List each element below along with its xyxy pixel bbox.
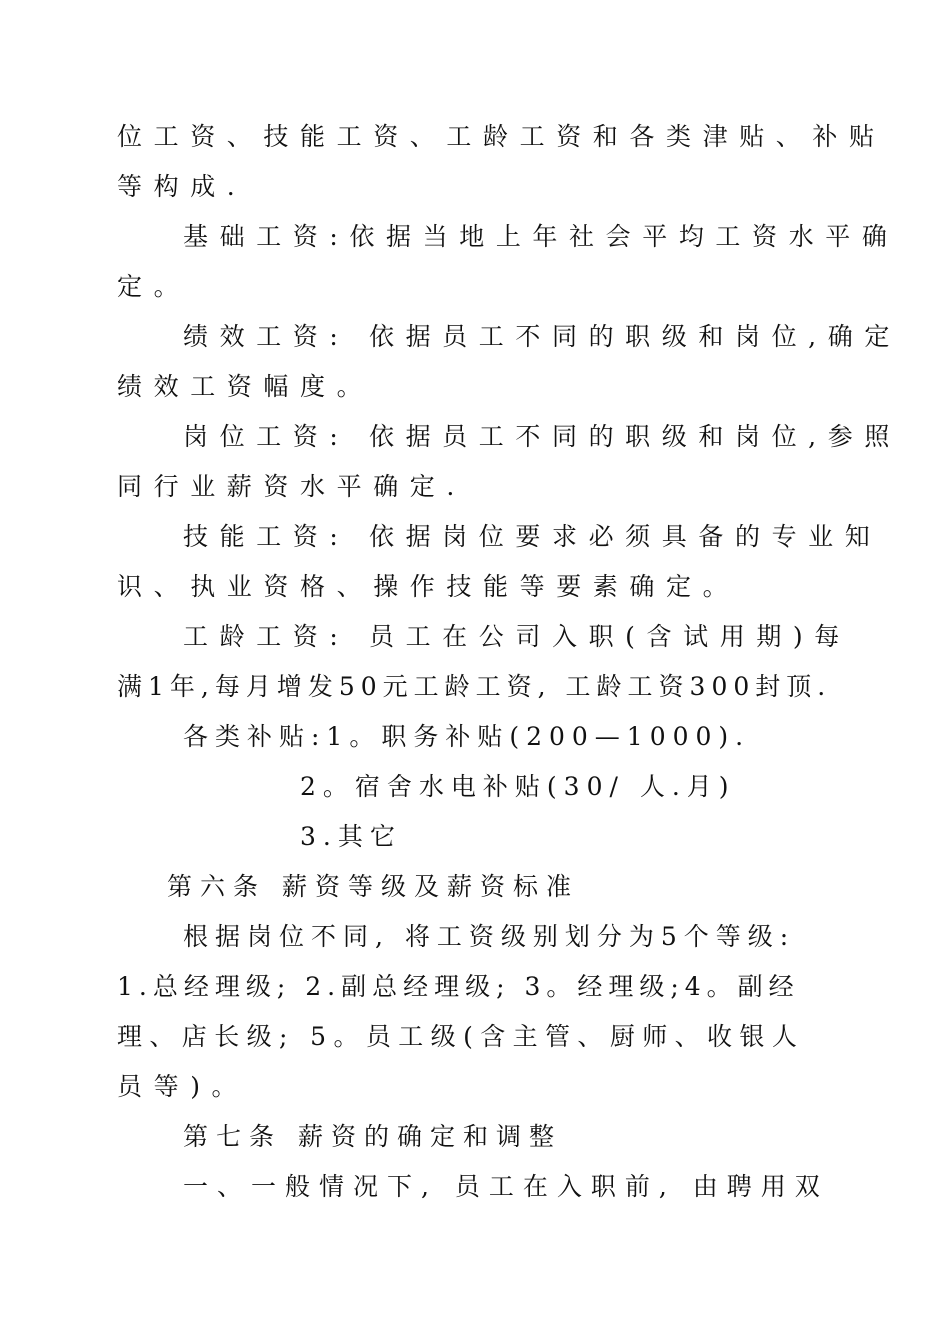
paragraph-line: 技能工资: 依据岗位要求必须具备的专业知 [183,522,882,551]
body-line: 等构成. [117,172,247,201]
paragraph-line: 根据岗位不同, 将工资级别划分为5个等级: [183,922,796,951]
paragraph-line: 一、一般情况下, 员工在入职前, 由聘用双 [183,1172,829,1201]
paragraph-line: 各类补贴:1。职务补贴(200—1000). [183,722,751,751]
allowance-item: 3.其它 [300,822,402,851]
paragraph-line: 岗位工资: 依据员工不同的职级和岗位,参照 [183,422,901,451]
paragraph-line: 基础工资:依据当地上年社会平均工资水平确 [183,222,899,251]
article-heading: 第六条 薪资等级及薪资标准 [167,872,579,901]
paragraph-line: 工龄工资: 员工在公司入职(含试用期)每 [183,622,851,651]
body-line: 识、执业资格、操作技能等要素确定。 [117,572,740,601]
body-line: 员等)。 [117,1072,249,1101]
body-line: 同行业薪资水平确定. [117,472,466,501]
paragraph-line: 绩效工资: 依据员工不同的职级和岗位,确定 [183,322,901,351]
body-line: 位工资、技能工资、工龄工资和各类津贴、补贴 [117,122,886,151]
body-line: 定。 [117,272,191,301]
body-line: 满1年,每月增发50元工龄工资, 工龄工资300封顶. [117,672,832,701]
allowance-item: 2。宿舍水电补贴(30/ 人.月) [300,772,736,801]
body-line: 理、店长级; 5。员工级(含主管、厨师、收银人 [117,1022,805,1051]
body-line: 1.总经理级; 2.副总经理级; 3。经理级;4。副经 [117,972,800,1001]
article-heading: 第七条 薪资的确定和调整 [183,1122,562,1151]
body-line: 绩效工资幅度。 [117,372,374,401]
